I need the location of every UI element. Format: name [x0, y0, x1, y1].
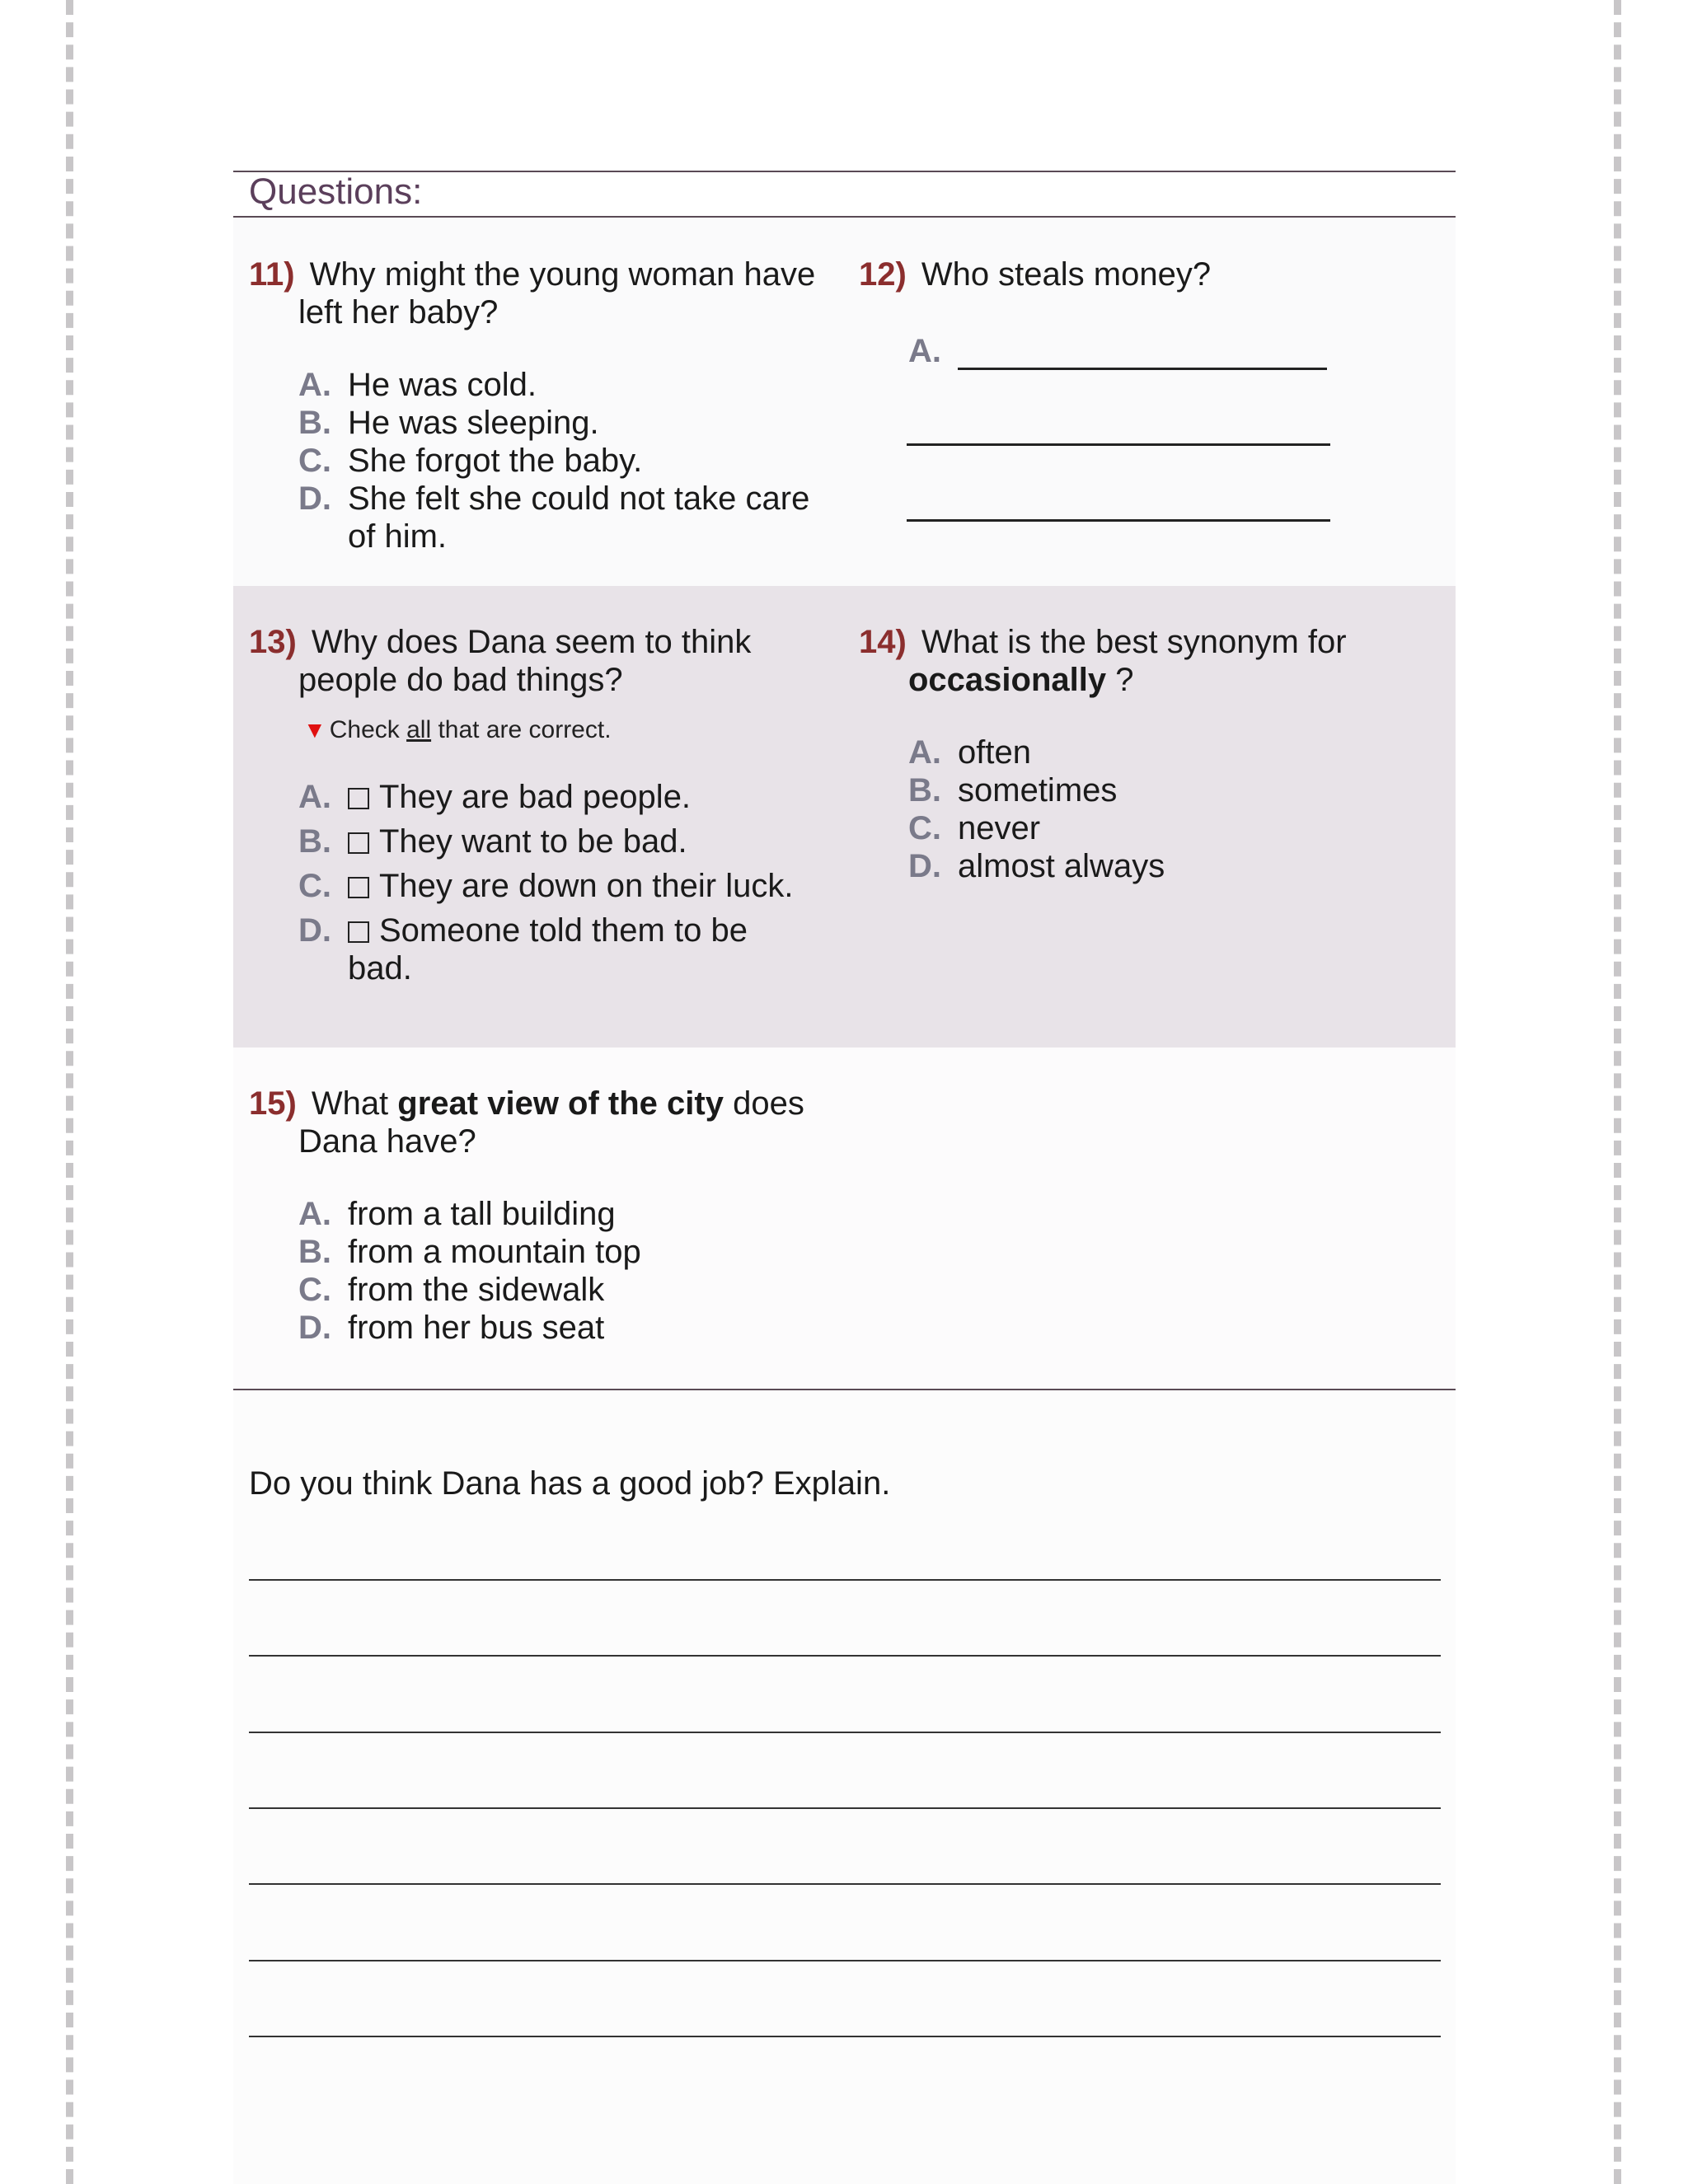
- choice-list: [298, 1195, 842, 1347]
- question-text: What is the best synonym for: [921, 624, 1347, 660]
- choice-letter: A.: [298, 1196, 331, 1232]
- choice-text: almost always: [958, 848, 1165, 884]
- choice-text: He was sleeping.: [348, 405, 599, 441]
- choice-list: [298, 366, 842, 555]
- choice-letter: B.: [298, 405, 331, 441]
- instruction-note: [303, 715, 842, 745]
- question-number: 13): [249, 624, 297, 660]
- choice-text: sometimes: [958, 772, 1118, 808]
- question-keyword: occasionally: [908, 662, 1107, 698]
- choice-letter: A.: [298, 779, 331, 815]
- header-rule-bottom: [233, 216, 1456, 218]
- choice-c[interactable]: [298, 867, 842, 905]
- choice-d[interactable]: [298, 480, 818, 555]
- writing-line[interactable]: [249, 1960, 1441, 1961]
- question-12-stem: [859, 255, 1436, 293]
- choice-a[interactable]: [298, 778, 842, 816]
- question-text: Why does Dana seem to think people do bad things?: [298, 624, 752, 698]
- choice-letter: C.: [298, 868, 331, 904]
- open-response-area: [233, 1391, 1456, 2184]
- choice-letter: B.: [298, 1234, 331, 1270]
- note-text: Check: [329, 716, 407, 743]
- question-number: 14): [859, 624, 907, 660]
- choice-letter: C.: [298, 1272, 331, 1308]
- question-11-stem: [249, 255, 842, 331]
- checkbox[interactable]: [348, 877, 369, 898]
- question-15: [249, 1085, 842, 1347]
- question-text: What: [311, 1085, 398, 1122]
- answer-line[interactable]: [907, 519, 1330, 522]
- choice-c[interactable]: [298, 1271, 842, 1309]
- choice-text: He was cold.: [348, 367, 537, 403]
- question-14: [859, 623, 1370, 885]
- choice-text: They want to be bad.: [379, 823, 687, 860]
- choice-c[interactable]: [298, 442, 842, 480]
- choice-text: from a tall building: [348, 1196, 616, 1232]
- checkbox[interactable]: [348, 921, 369, 943]
- choice-letter: D.: [298, 480, 331, 517]
- open-question-prompt: Do you think Dana has a good job? Explain.: [249, 1465, 891, 1502]
- question-12: [859, 255, 1436, 293]
- question-number: 12): [859, 256, 907, 293]
- note-text: that are correct.: [431, 716, 612, 743]
- choice-a[interactable]: [908, 733, 1370, 771]
- checkbox[interactable]: [348, 832, 369, 854]
- section-divider: [233, 1389, 1456, 1390]
- question-text: Who steals money?: [921, 256, 1212, 293]
- choice-letter: A.: [298, 367, 331, 403]
- writing-line[interactable]: [249, 1807, 1441, 1809]
- choice-text: never: [958, 810, 1041, 846]
- choice-letter: D.: [908, 848, 941, 884]
- question-number: 15): [249, 1085, 297, 1122]
- question-text: ?: [1106, 662, 1134, 698]
- choice-b[interactable]: [298, 404, 842, 442]
- choice-text: from a mountain top: [348, 1234, 641, 1270]
- choice-b[interactable]: [298, 823, 842, 860]
- page-border-right: [1614, 0, 1621, 2184]
- question-11: [249, 255, 842, 555]
- choice-letter: A.: [908, 734, 941, 771]
- question-14-stem: [859, 623, 1370, 699]
- question-text: Why might the young woman have left her baby?: [298, 256, 816, 330]
- choice-letter: B.: [908, 772, 941, 808]
- question-number: 11): [249, 256, 295, 293]
- writing-line[interactable]: [249, 1655, 1441, 1657]
- choice-letter: C.: [298, 443, 331, 479]
- choice-text: Someone told them to be bad.: [348, 912, 748, 987]
- choice-letter: D.: [298, 1310, 331, 1346]
- answer-line[interactable]: [907, 443, 1330, 446]
- choice-text: She felt she could not take care of him.: [348, 480, 810, 555]
- writing-line[interactable]: [249, 1732, 1441, 1733]
- question-13-stem: [249, 623, 842, 699]
- choice-list: [908, 733, 1370, 885]
- choice-d[interactable]: [298, 912, 809, 987]
- answer-label: A.: [908, 333, 941, 369]
- choice-text: from the sidewalk: [348, 1272, 605, 1308]
- choice-letter: D.: [298, 912, 331, 949]
- writing-line[interactable]: [249, 1883, 1441, 1885]
- choice-text: They are down on their luck.: [379, 868, 794, 904]
- choice-b[interactable]: [908, 771, 1370, 809]
- answer-line[interactable]: [958, 368, 1327, 370]
- checkbox[interactable]: [348, 788, 369, 809]
- choice-b[interactable]: [298, 1233, 842, 1271]
- choice-letter: B.: [298, 823, 331, 860]
- choice-letter: C.: [908, 810, 941, 846]
- section-title: Questions:: [249, 171, 423, 212]
- choice-text: often: [958, 734, 1031, 771]
- choice-a[interactable]: [298, 366, 842, 404]
- question-keyword: great view of the city: [397, 1085, 724, 1122]
- choice-list: [298, 778, 842, 987]
- writing-line[interactable]: [249, 2036, 1441, 2037]
- choice-d[interactable]: [298, 1309, 842, 1347]
- choice-text: from her bus seat: [348, 1310, 605, 1346]
- choice-text: She forgot the baby.: [348, 443, 643, 479]
- question-text: does Dana have?: [298, 1085, 804, 1160]
- choice-a[interactable]: [298, 1195, 842, 1233]
- writing-line[interactable]: [249, 1579, 1441, 1581]
- question-15-stem: [249, 1085, 842, 1160]
- question-13: [249, 623, 842, 994]
- page-border-left: [66, 0, 73, 2184]
- note-emphasis: all: [406, 716, 432, 743]
- triangle-down-icon: ▼: [303, 717, 326, 743]
- choice-text: They are bad people.: [379, 779, 692, 815]
- choice-d[interactable]: [908, 847, 1370, 885]
- choice-c[interactable]: [908, 809, 1370, 847]
